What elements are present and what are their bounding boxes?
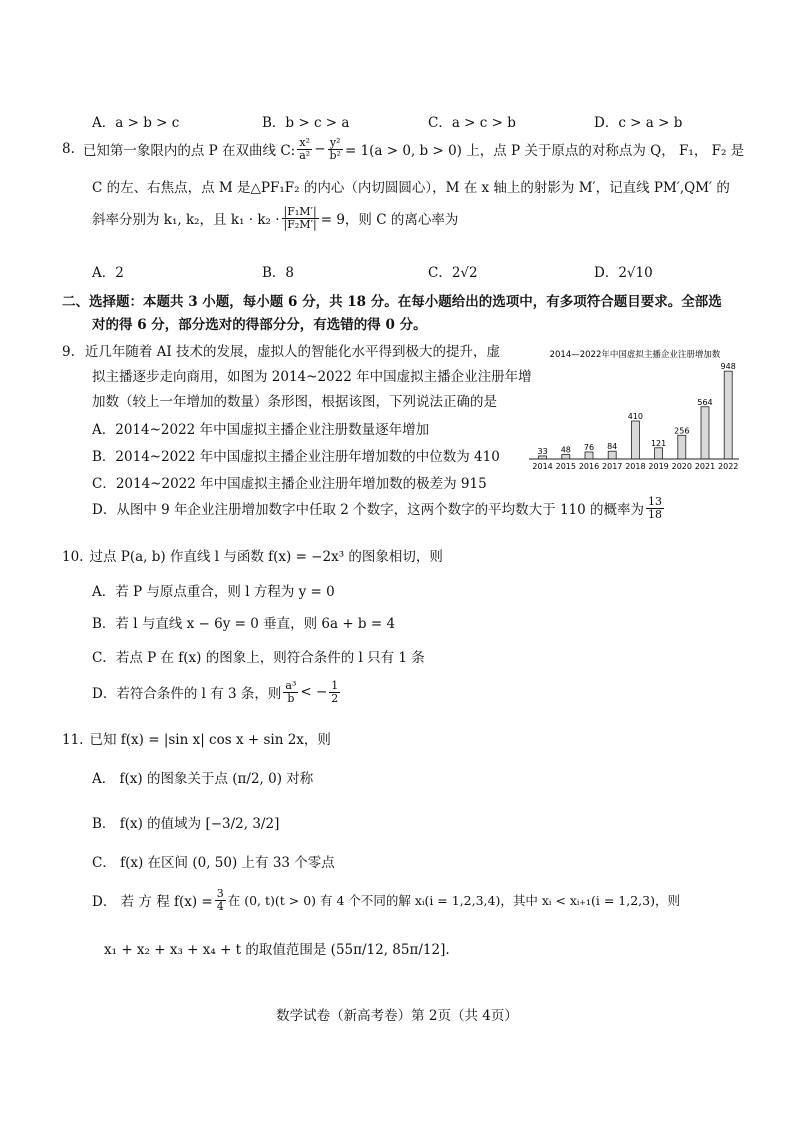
- bar-2020: [678, 435, 686, 459]
- q8-line2: C 的左、右焦点，点 M 是△PF₁F₂ 的内心（内切圆圆心），M 在 x 轴上的射影为 M′，记直线 PM′,QM′ 的: [92, 180, 730, 196]
- q8-fraction-y: [328, 137, 343, 161]
- q9-option-d: [92, 496, 666, 520]
- q8-fraction-x: [297, 137, 312, 161]
- q7-option-a: A．a > b > c: [92, 115, 180, 131]
- q9-option-c: C．2014~2022 年中国虚拟主播企业注册年增加数的极差为 915: [92, 476, 487, 492]
- q10-stem: [62, 545, 443, 565]
- q10-d-den2: 2: [331, 691, 339, 705]
- bar-2016: [585, 452, 593, 459]
- section2-line1: 二、选择题：本题共 3 小题，每小题 6 分，共 18 分。在每小题给出的选项中，有多项符合题目要求。全部选: [62, 294, 722, 310]
- q8-ratio-den: |F₂M′|: [283, 217, 317, 231]
- q7-option-b: B．b > c > a: [262, 115, 350, 131]
- q9-line2: 拟主播逐步走向商用，如图为 2014~2022 年中国虚拟主播企业注册年增: [92, 369, 532, 385]
- q8-number: 8.: [62, 141, 75, 158]
- q11-a-post: 对称: [286, 771, 314, 787]
- q10-d-num2: 1: [331, 679, 339, 692]
- bar-2019: [655, 448, 663, 459]
- q11-a-pre: A． f(x) 的图象关于点: [92, 771, 228, 787]
- bar-value-label: 48: [560, 445, 571, 455]
- q8-option-b: B．8: [262, 265, 295, 281]
- q10-d-fraction2: [329, 680, 340, 704]
- q10-option-d: [92, 680, 342, 704]
- x-tick-label: 2014: [532, 462, 553, 471]
- q8-line1-post: = 1(a > 0, b > 0) 上，点 P 关于原点的对称点为 Q， F₁， F₂ 是: [344, 143, 745, 160]
- chart-title: 2014—2022年中国虚拟主播企业注册增加数: [549, 350, 721, 360]
- bar-2017: [608, 451, 616, 459]
- q11-d-den: 4: [216, 899, 224, 913]
- bar-2021: [701, 407, 709, 459]
- x-tick-label: 2019: [648, 462, 669, 471]
- q10-number: 10.: [62, 549, 84, 565]
- bar-value-label: 410: [627, 412, 644, 422]
- q10-d-den: b: [287, 691, 295, 705]
- q11-number: 11.: [62, 732, 84, 748]
- q9-d-den: 18: [648, 507, 663, 521]
- bar-2015: [562, 455, 570, 459]
- section2-line2: 对的得 6 分，部分选对的得部分分，有选错的得 0 分。: [92, 317, 427, 333]
- q10-d-mid: < −: [300, 684, 328, 701]
- q8-frac1-den: a²: [299, 148, 311, 162]
- bar-value-label: 121: [650, 438, 667, 448]
- bar-value-label: 948: [720, 362, 736, 372]
- q8-minus: −: [314, 141, 326, 158]
- q7-option-d: D．c > a > b: [594, 115, 683, 131]
- bar-chart: [525, 345, 745, 475]
- q9-number: 9.: [62, 344, 75, 360]
- x-tick-label: 2015: [555, 462, 576, 471]
- q11-d-pre: D． 若 方 程 f(x) =: [92, 894, 213, 911]
- q10-d-fraction1: [283, 680, 298, 704]
- q8-frac2-num: y²: [329, 136, 341, 149]
- q10-d-num: a³: [285, 679, 297, 692]
- q8-line3: [92, 206, 458, 230]
- q8-line1: [62, 137, 744, 161]
- q9-line1: [62, 340, 500, 360]
- page-footer: 数学试卷（新高考卷）第 2页（共 4页）: [276, 1008, 518, 1024]
- q8-option-c: C．2√2: [428, 265, 478, 281]
- q8-line3-post: = 9，则 C 的离心率为: [320, 212, 459, 229]
- q10-stem-text: 过点 P(a, b) 作直线 l 与函数 f(x) = −2x³ 的图象相切，则: [89, 549, 443, 565]
- bar-2022: [724, 371, 732, 459]
- q8-line1-pre: 已知第一象限内的点 P 在双曲线 C:: [82, 143, 296, 160]
- q11-d-post: 在 (0, t)(t > 0) 有 4 个不同的解 xᵢ(i = 1,2,3,4)，其中 xᵢ < xᵢ₊₁(i = 1,2,3)，则: [227, 893, 680, 909]
- q9-line1-text: 近几年随着 AI 技术的发展，虚拟人的智能化水平得到极大的提升，虚: [84, 344, 501, 360]
- q8-frac1-num: x²: [299, 136, 311, 149]
- bar-value-label: 564: [697, 397, 713, 407]
- q8-line3-pre: 斜率分别为 k₁, k₂，且 k₁ · k₂ ·: [92, 212, 280, 229]
- x-tick-label: 2021: [694, 462, 716, 471]
- x-tick-label: 2022: [718, 462, 739, 471]
- q8-frac2-den: b²: [329, 148, 341, 162]
- bar-value-label: 84: [607, 442, 618, 452]
- q11-stem-text: 已知 f(x) = |sin x| cos x + sin 2x，则: [89, 732, 331, 748]
- q8-ratio: [282, 206, 319, 230]
- q11-d-num: 3: [216, 887, 224, 900]
- q10-option-d-text: D．若符合条件的 l 有 3 条，则: [92, 686, 282, 703]
- q11-option-d-line1: [92, 888, 680, 912]
- q9-option-d-fraction: [646, 496, 664, 520]
- q10-option-a: A．若 P 与原点重合，则 l 方程为 y = 0: [92, 584, 335, 600]
- q7-option-c: C．a > c > b: [428, 115, 516, 131]
- q8-ratio-num: |F₁M′|: [283, 205, 317, 218]
- q9-option-a: A．2014~2022 年中国虚拟主播企业注册数量逐年增加: [92, 422, 430, 438]
- q11-b-range: [−3/2, 3/2]: [205, 816, 280, 832]
- q11-d-fraction: [215, 888, 226, 912]
- bar-value-label: 256: [674, 426, 690, 436]
- q8-option-d: D．2√10: [594, 265, 653, 281]
- q11-b-pre: B． f(x) 的值域为: [92, 816, 202, 832]
- x-tick-label: 2016: [578, 462, 600, 471]
- q9-option-b: B．2014~2022 年中国虚拟主播企业注册年增加数的中位数为 410: [92, 449, 500, 465]
- q11-option-b: [92, 812, 279, 832]
- q9-line3: 加数（较上一年增加的数量）条形图，根据该图，下列说法正确的是: [92, 394, 497, 410]
- bar-value-label: 76: [583, 442, 595, 452]
- q9-option-d-text: D．从图中 9 年企业注册增加数字中任取 2 个数字，这两个数字的平均数大于 110 的概率为: [92, 502, 645, 519]
- q11-option-c: C． f(x) 在区间 (0, 50) 上有 33 个零点: [92, 855, 335, 871]
- q11-a-point: (π/2, 0): [232, 771, 282, 787]
- x-tick-label: 2017: [602, 462, 623, 471]
- q10-option-c: C．若点 P 在 f(x) 的图象上，则符合条件的 l 只有 1 条: [92, 650, 425, 666]
- bar-2018: [631, 421, 639, 459]
- q8-option-a: A．2: [92, 265, 124, 281]
- q11-option-a: [92, 767, 313, 787]
- x-tick-label: 2020: [671, 462, 692, 471]
- q11-option-d-line2: x₁ + x₂ + x₃ + x₄ + t 的取值范围是 (55π/12, 85π/12].: [104, 942, 450, 958]
- q9-d-num: 13: [648, 495, 663, 508]
- q10-option-b: B．若 l 与直线 x − 6y = 0 垂直，则 6a + b = 4: [92, 616, 396, 632]
- x-tick-label: 2018: [625, 462, 646, 471]
- bar-value-label: 33: [537, 446, 548, 456]
- q11-stem: [62, 728, 331, 748]
